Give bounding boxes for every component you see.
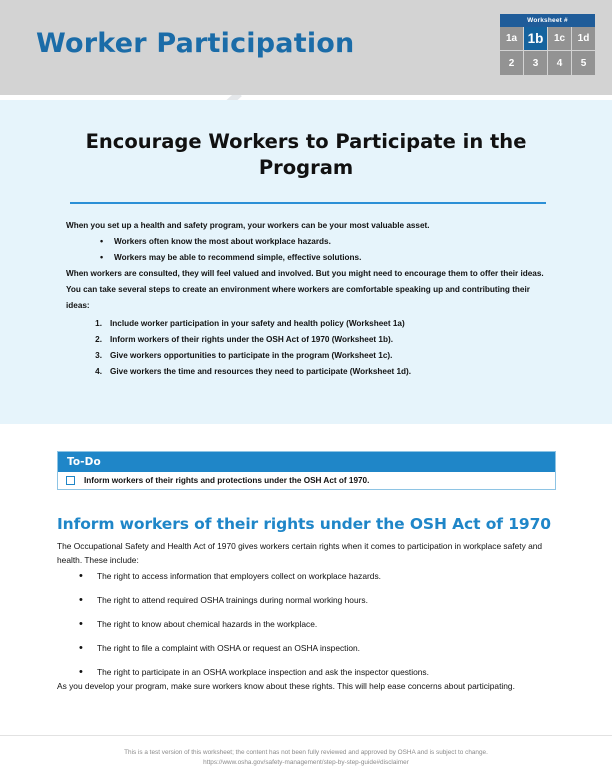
list-item: Give workers the time and resources they need to participate (Worksheet 1d). — [110, 366, 412, 376]
list-item: Give workers opportunities to participate in the program (Worksheet 1c). — [110, 350, 393, 360]
worksheet-cell-3[interactable]: 3 — [524, 51, 548, 75]
worksheet-cell-1c[interactable]: 1c — [548, 27, 572, 51]
section-closing-paragraph: As you develop your program, make sure workers know about these rights. This will help ease concerns about participating. — [57, 681, 515, 691]
todo-header: To-Do — [58, 452, 555, 472]
intro-title: Encourage Workers to Participate in the Program — [85, 130, 527, 179]
intro-section — [0, 100, 612, 424]
worksheet-cell-1a[interactable]: 1a — [500, 27, 524, 51]
worksheet-selector-caption: Worksheet # — [500, 14, 595, 27]
todo-item-row[interactable] — [58, 472, 555, 489]
page-title: Worker Participation — [36, 28, 355, 59]
footer-url[interactable]: https://www.osha.gov/safety-management/step-by-step-guide#disclaimer — [203, 758, 409, 766]
list-item: Inform workers of their rights under the OSH Act of 1970 (Worksheet 1b). — [110, 334, 393, 344]
intro-lead-paragraph: When you set up a health and safety program, your workers can be your most valuable asset. — [66, 221, 430, 230]
todo-checkbox[interactable] — [66, 476, 75, 485]
list-item: • The right to know about chemical hazards in the workplace. — [57, 619, 557, 630]
worksheet-row-2 — [500, 51, 595, 75]
worksheet-row-1 — [500, 27, 595, 51]
intro-paragraph: When workers are consulted, they will feel valued and involved. But you might need to encourage them to offer their ideas. You can take several steps to create an environment where workers are comfortable speaking up and contributing their ideas: — [66, 268, 544, 310]
section-intro-paragraph: The Occupational Safety and Health Act of 1970 gives workers certain rights when it comes to participation in workplace safety and health. These include: — [57, 541, 543, 565]
list-item: • The right to attend required OSHA trainings during normal working hours. — [57, 595, 557, 606]
worksheet-cell-2[interactable]: 2 — [500, 51, 524, 75]
list-item: • The right to participate in an OSHA workplace inspection and ask the inspector questions. — [57, 667, 557, 678]
page-footer — [0, 748, 612, 768]
worksheet-cell-4[interactable]: 4 — [548, 51, 572, 75]
intro-bullet-list — [66, 234, 546, 266]
list-item: • Workers may be able to recommend simple, effective solutions. — [100, 250, 546, 266]
intro-steps-list — [66, 316, 546, 380]
list-item: Include worker participation in your safety and health policy (Worksheet 1a) — [110, 318, 405, 328]
todo-item-label: Inform workers of their rights and protections under the OSH Act of 1970. — [84, 476, 370, 485]
intro-divider — [70, 202, 546, 204]
footer-disclaimer: This is a test version of this worksheet; the content has not been fully reviewed and approved by OSHA and is subject to change. — [124, 749, 488, 756]
worksheet-cell-1d[interactable]: 1d — [572, 27, 595, 51]
worksheet-number-selector[interactable] — [500, 14, 595, 75]
section-heading: Inform workers of their rights under the OSH Act of 1970 — [57, 515, 551, 533]
footer-divider — [0, 735, 612, 736]
list-item: • The right to file a complaint with OSHA or request an OSHA inspection. — [57, 643, 557, 654]
worksheet-cell-1b[interactable]: 1b — [524, 27, 548, 51]
worker-rights-list — [57, 571, 557, 691]
intro-body — [66, 218, 546, 380]
list-item: • The right to access information that employers collect on workplace hazards. — [57, 571, 557, 582]
worksheet-cell-5[interactable]: 5 — [572, 51, 595, 75]
list-item: • Workers often know the most about workplace hazards. — [100, 234, 546, 250]
todo-box — [57, 451, 556, 490]
